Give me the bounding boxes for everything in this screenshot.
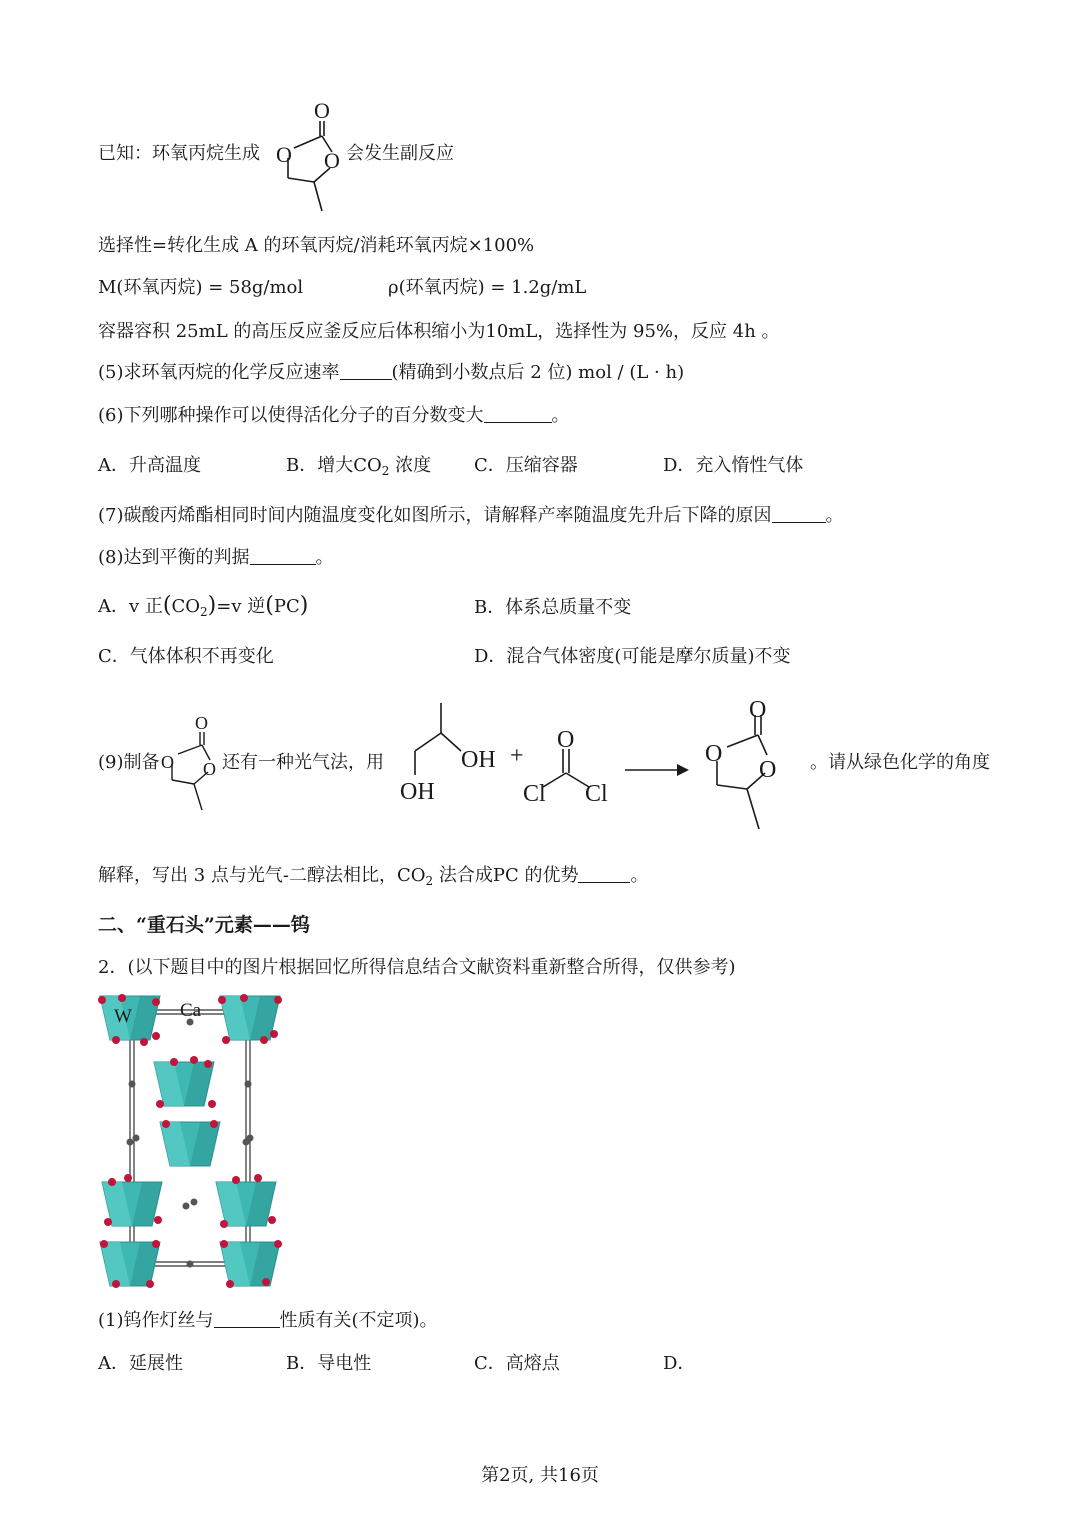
q6-post: 。 bbox=[551, 405, 570, 426]
q1-option-c: C．高熔点 bbox=[474, 1353, 560, 1374]
q8-option-a-pc: PC bbox=[273, 596, 300, 617]
product-ring-o1: O bbox=[705, 741, 723, 767]
phosgene-o: O bbox=[557, 727, 575, 753]
glycol-oh-right: OH bbox=[461, 747, 496, 773]
q1-option-d: D． bbox=[663, 1353, 696, 1374]
q8-pre: (8)达到平衡的判据 bbox=[98, 547, 250, 568]
question-5 bbox=[98, 361, 684, 385]
container-text: 容器容积 25mL 的高压反应釜反应后体积缩小为10mL，选择性为 95%，反应 4h 。 bbox=[98, 321, 780, 342]
selectivity-text: 选择性=转化生成 A 的环氧丙烷/消耗环氧丙烷×100% bbox=[98, 235, 535, 256]
product-ring-o2: O bbox=[759, 757, 777, 783]
q6-option-b-post: 浓度 bbox=[389, 455, 432, 476]
question-1 bbox=[98, 1309, 438, 1333]
page-footer: 第2页, 共16页 bbox=[481, 1465, 599, 1486]
q9-answer-blank[interactable] bbox=[578, 866, 630, 883]
q9-line2 bbox=[98, 864, 648, 893]
problem-2-intro: 2．(以下题目中的图片根据回忆所得信息结合文献资料重新整合所得，仅供参考) bbox=[98, 957, 736, 978]
scheelite-crystal-structure bbox=[96, 992, 296, 1294]
q6-answer-blank[interactable] bbox=[484, 406, 552, 423]
q7-pre: (7)碳酸丙烯酯相同时间内随温度变化如图所示，请解释产率随温度先升后下降的原因 bbox=[98, 505, 772, 526]
q8-option-b: B．体系总质量不变 bbox=[474, 597, 632, 618]
q6-pre: (6)下列哪种操作可以使得活化分子的百分数变大 bbox=[98, 405, 484, 426]
propylene-carbonate-structure-small bbox=[158, 712, 222, 816]
q8-option-a-pre: A．v 正 bbox=[98, 596, 163, 617]
known-prefix: 已知：环氧丙烷生成 bbox=[98, 143, 260, 164]
q8-option-a-co: CO bbox=[171, 596, 201, 617]
q1-post: 性质有关(不定项)。 bbox=[279, 1310, 438, 1331]
glycol-oh-bottom: OH bbox=[400, 779, 435, 805]
q6-option-b-co: CO bbox=[353, 455, 382, 476]
q1-answer-blank[interactable] bbox=[214, 1311, 280, 1328]
ca-label: Ca bbox=[180, 1000, 202, 1021]
section-2-heading: 二、“重石头”元素——钨 bbox=[98, 914, 310, 936]
q8-option-a: A．v 正$(CO_2)=v$ 逆(PC) bbox=[98, 593, 309, 619]
question-8 bbox=[98, 546, 334, 570]
q9-line2-post: 法合成PC 的优势 bbox=[433, 865, 579, 886]
phosgene-cl-right: Cl bbox=[585, 781, 608, 807]
q9-mid: 还有一种光气法，用 bbox=[222, 752, 384, 773]
q9-line2-sub: 2 bbox=[425, 874, 434, 888]
q9-post: 。请从绿色化学的角度 bbox=[810, 752, 990, 773]
q5-answer-blank[interactable] bbox=[340, 363, 392, 380]
q7-post: 。 bbox=[825, 505, 844, 526]
q8-option-a-eq: =v 逆 bbox=[216, 596, 266, 617]
small-ring-o1: O bbox=[161, 752, 174, 772]
product-carbonyl-o: O bbox=[749, 697, 767, 723]
q1-option-a: A．延展性 bbox=[98, 1353, 183, 1374]
propylene-carbonate-structure bbox=[272, 96, 348, 218]
q9-line2-end: 。 bbox=[630, 865, 649, 886]
q6-option-d: D．充入惰性气体 bbox=[663, 455, 804, 476]
ring-o1-label: O bbox=[276, 142, 292, 167]
question-7 bbox=[98, 504, 844, 528]
phosgene-reaction-scheme bbox=[395, 695, 815, 835]
small-carbonyl-o: O bbox=[195, 713, 208, 733]
q1-option-b: B．导电性 bbox=[286, 1353, 372, 1374]
q8-option-d: D．混合气体密度(可能是摩尔质量)不变 bbox=[474, 646, 791, 667]
density-text: ρ(环氧丙烷) = 1.2g/mL bbox=[388, 277, 587, 298]
q8-answer-blank[interactable] bbox=[250, 548, 316, 565]
molar-mass-text: M(环氧丙烷) = 58g/mol bbox=[98, 277, 304, 298]
q9-line2-co: CO bbox=[396, 865, 426, 886]
q6-option-b-pre: B．增大 bbox=[286, 455, 354, 476]
q6-option-c: C．压缩容器 bbox=[474, 455, 578, 476]
question-6 bbox=[98, 404, 570, 428]
q1-pre: (1)钨作灯丝与 bbox=[98, 1310, 214, 1331]
q8-option-c: C．气体体积不再变化 bbox=[98, 646, 274, 667]
phosgene-cl-left: Cl bbox=[523, 781, 546, 807]
q5-post: (精确到小数点后 2 位) mol / (L · h) bbox=[391, 362, 685, 383]
small-ring-o2: O bbox=[203, 759, 216, 779]
plus-sign: + bbox=[510, 743, 524, 769]
q8-post: 。 bbox=[315, 547, 334, 568]
q7-answer-blank[interactable] bbox=[772, 506, 826, 523]
known-suffix: 会发生副反应 bbox=[346, 143, 454, 164]
q6-option-a: A．升高温度 bbox=[98, 455, 201, 476]
q5-pre: (5)求环氧丙烷的化学反应速率 bbox=[98, 362, 340, 383]
carbonyl-o-label: O bbox=[314, 98, 330, 123]
q8-option-a-sub: 2 bbox=[200, 605, 208, 619]
q9-line2-pre: 解释，写出 3 点与光气-二醇法相比， bbox=[98, 865, 397, 886]
w-label: W bbox=[114, 1006, 132, 1027]
q6-option-b-sub: 2 bbox=[381, 464, 390, 478]
ring-o2-label: O bbox=[324, 148, 340, 173]
q9-pre: (9)制备 bbox=[98, 752, 160, 773]
q6-option-b bbox=[286, 454, 431, 483]
